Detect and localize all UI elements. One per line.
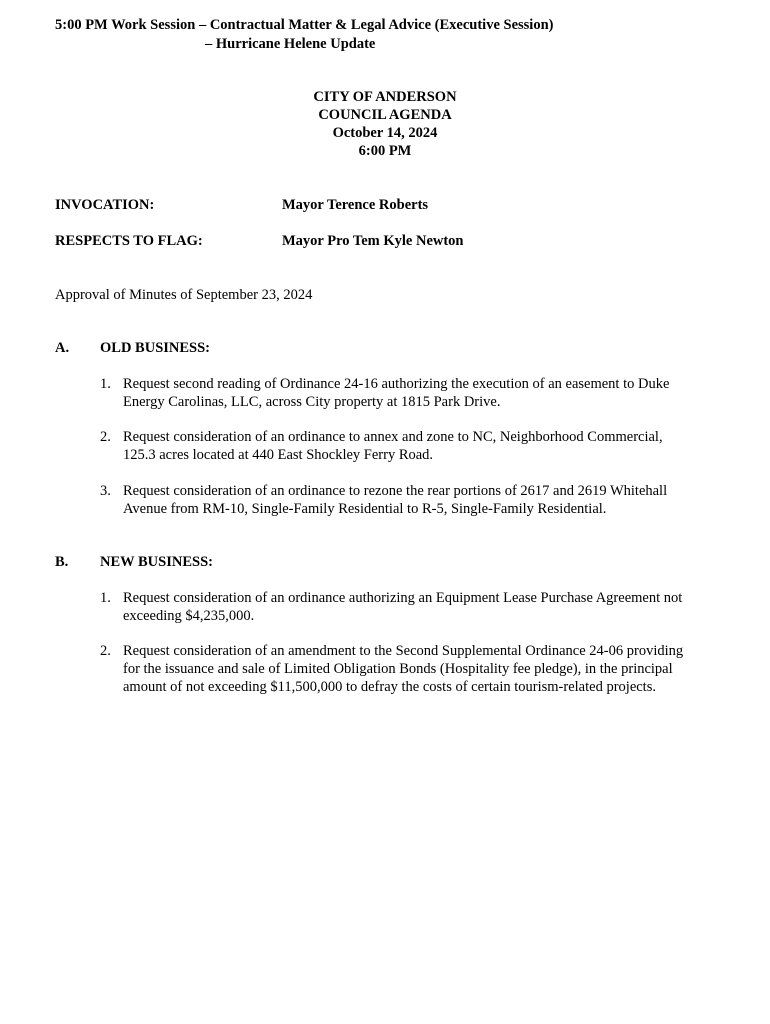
item-line: Request consideration of an ordinance authorizing an Equipment Lease Purchase Agreement not [123,590,683,606]
invocation-value: Mayor Terence Roberts [282,197,429,213]
agenda-time: 6:00 PM [358,143,412,159]
item-line: Request second reading of Ordinance 24-16 authorizing the execution of an easement to Duke [123,376,670,392]
respects-value: Mayor Pro Tem Kyle Newton [282,233,464,249]
invocation-label: INVOCATION: [55,197,155,213]
work-session-line-2: – Hurricane Helene Update [205,36,376,52]
new-business-letter: B. [55,554,69,570]
item-line: Request consideration of an ordinance to annex and zone to NC, Neighborhood Commercial, [123,429,663,445]
item-text [123,589,723,625]
respects-label: RESPECTS TO FLAG: [55,233,203,249]
agenda-date: October 14, 2024 [332,125,438,141]
item-text [123,482,723,518]
item-text [123,428,723,464]
item-line: exceeding $4,235,000. [123,608,255,624]
item-text [123,375,723,411]
item-number: 3. [100,483,111,499]
item-number: 2. [100,429,111,445]
item-number: 2. [100,643,111,659]
agenda-title: COUNCIL AGENDA [318,107,452,123]
work-session-line-1: 5:00 PM Work Session – Contractual Matter & Legal Advice (Executive Session) [55,17,554,33]
item-line: 125.3 acres located at 440 East Shockley Ferry Road. [123,447,434,463]
minutes-approval: Approval of Minutes of September 23, 2024 [55,287,313,303]
old-business-title: OLD BUSINESS: [100,340,210,356]
new-business-title: NEW BUSINESS: [100,554,213,570]
item-number: 1. [100,376,111,392]
item-line: for the issuance and sale of Limited Obligation Bonds (Hospitality fee pledge), in the principal [123,661,673,677]
item-line: Energy Carolinas, LLC, across City property at 1815 Park Drive. [123,394,501,410]
item-number: 1. [100,590,111,606]
item-line: amount of not exceeding $11,500,000 to defray the costs of certain tourism-related projects. [123,679,656,695]
item-text [123,642,723,696]
item-line: Request consideration of an amendment to the Second Supplemental Ordinance 24-06 providing [123,643,684,659]
item-line: Avenue from RM-10, Single-Family Residential to R-5, Single-Family Residential. [123,501,607,517]
old-business-letter: A. [55,340,70,356]
city-name: CITY OF ANDERSON [313,89,457,105]
item-line: Request consideration of an ordinance to rezone the rear portions of 2617 and 2619 Whitehall [123,483,668,499]
